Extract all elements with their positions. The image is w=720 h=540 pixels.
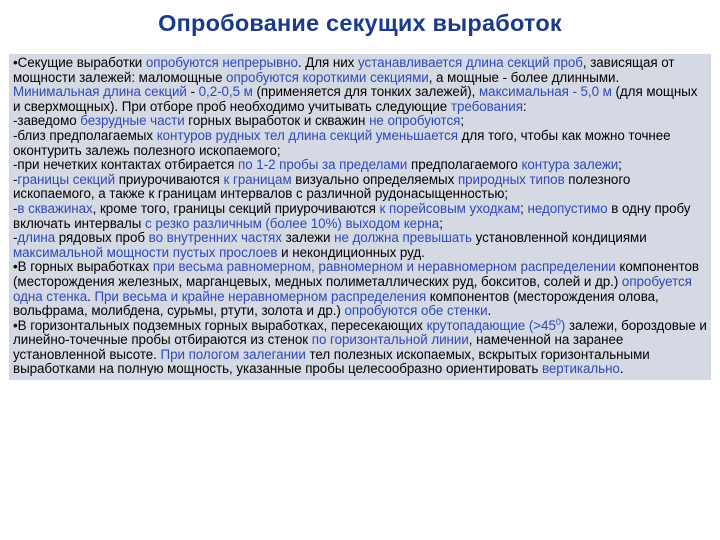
text-run: -: [13, 200, 18, 216]
text-run: •В горных выработках: [13, 259, 153, 275]
paragraph-intro: [13, 56, 707, 114]
highlighted-text: При весьма и крайне неравномерном распределения: [94, 288, 427, 304]
text-run: .: [87, 288, 95, 304]
paragraph-requirement-contours: [13, 129, 707, 158]
paragraph-requirement-length: [13, 231, 707, 260]
text-run: -: [13, 171, 18, 187]
text-run: -при нечетких контактах отбирается: [13, 157, 238, 173]
text-run: ;: [618, 157, 622, 173]
text-run: .: [487, 303, 492, 319]
text-run: ;: [460, 113, 464, 129]
paragraph-requirement-contacts: [13, 158, 707, 173]
paragraph-requirement-boundaries: [13, 173, 707, 202]
text-run: -заведомо: [13, 113, 81, 129]
text-run: .: [619, 361, 624, 377]
highlighted-text: опробуется одна стенка: [13, 273, 692, 304]
text-run: тел полезных ископаемых, вскрытых горизонтальными выработками на полную мощность, указанные пробы целесообразно ориентировать: [13, 346, 650, 377]
text-run: •Секущие выработки: [13, 55, 146, 70]
highlighted-text: природных типов: [457, 171, 565, 187]
text-run: залежи, бороздовые и линейно-точечные пробы отбираются из стенок: [13, 317, 707, 348]
highlighted-text: по горизонтальной линии: [311, 332, 469, 348]
highlighted-text: длина: [17, 230, 56, 246]
highlighted-text: не должна превышать: [334, 230, 472, 246]
text-run: горных выработок и скважин: [184, 113, 370, 129]
text-run: рядовых проб: [55, 230, 149, 246]
highlighted-text: при весьма равномерном, равномерном и неравномерном распределении: [152, 259, 616, 275]
highlighted-text: При пологом залегании: [160, 346, 306, 362]
highlighted-text: контуров рудных тел длина секций уменьшается: [156, 127, 458, 143]
highlighted-text: 0: [555, 316, 561, 327]
paragraph-requirement-barren: [13, 114, 707, 129]
highlighted-text: контура залежи: [521, 157, 619, 173]
highlighted-text: опробуются непрерывно: [145, 55, 298, 70]
text-run: ;: [439, 215, 443, 231]
text-run: •В горизонтальных подземных горных выработках, пересекающих: [13, 317, 427, 333]
text-run: компонентов (месторождения железных, марганцевых, медных полиметаллических руд, бокситов, солей и др.): [13, 259, 699, 289]
text-run: компонентов (месторождения олова, вольфрама, молибдена, сурьмы, ртути, золота и др.): [13, 288, 659, 319]
highlighted-text: к границам: [223, 171, 292, 187]
highlighted-text: ): [560, 317, 566, 333]
text-run: (применяется для тонких залежей),: [252, 84, 480, 100]
highlighted-text: по 1-2 пробы за пределами: [238, 157, 408, 173]
highlighted-text: к порейсовым уходкам: [379, 200, 521, 216]
highlighted-text: 0,2-0,5 м: [198, 84, 253, 100]
text-run: , зависящая от мощности залежей: маломощные: [13, 55, 675, 85]
text-run: (для мощных и сверхмощных). При отборе проб необходимо учитывать следующие: [13, 84, 698, 114]
text-run: в одну пробу включать интервалы: [13, 200, 691, 231]
text-run: -: [13, 230, 18, 246]
highlighted-text: с резко различным (более 10%) выходом керна: [145, 215, 440, 231]
text-run: и некондиционных руд.: [277, 244, 425, 260]
highlighted-text: вертикально: [541, 361, 620, 377]
text-block: [9, 54, 711, 380]
text-run: приурочиваются: [115, 171, 224, 187]
text-run: . Для них: [297, 55, 358, 70]
highlighted-text: в скважинах: [17, 200, 93, 216]
highlighted-text: крутопадающие (>45: [426, 317, 556, 333]
highlighted-text: устанавливается длина секций проб: [358, 55, 583, 70]
highlighted-text: во внутренних частях: [148, 230, 282, 246]
highlighted-text: максимальной мощности пустых прослоев: [13, 244, 278, 260]
highlighted-text: недопустимо: [527, 200, 608, 216]
text-run: предполагаемого: [407, 157, 522, 173]
text-run: для того, чтобы как можно точнее оконтурить залежь полезного ископаемого;: [13, 127, 671, 158]
paragraph-mine-workings: [13, 260, 707, 318]
text-run: полезного ископаемого, а также к границам интервалов с различной рудонасыщенностью;: [13, 171, 631, 202]
paragraph-horizontal-workings: [13, 316, 707, 377]
text-run: залежи: [281, 230, 335, 246]
highlighted-text: Минимальная длина секций: [13, 84, 187, 100]
text-run: , намеченной на заранее установленной высоте.: [13, 332, 624, 362]
highlighted-text: опробуются короткими секциями: [226, 69, 429, 85]
highlighted-text: не опробуются: [369, 113, 461, 129]
paragraph-requirement-boreholes: [13, 202, 707, 231]
highlighted-text: требования: [450, 98, 523, 114]
text-run: -близ предполагаемых: [13, 127, 157, 143]
highlighted-text: опробуются обе стенки: [344, 303, 488, 319]
highlighted-text: максимальная - 5,0 м: [479, 84, 612, 100]
text-run: установленной кондициями: [471, 230, 647, 246]
text-run: ;: [520, 200, 528, 216]
text-run: :: [522, 98, 527, 114]
text-run: , кроме того, границы секций приурочиваются: [92, 200, 380, 216]
text-run: -: [186, 84, 199, 100]
text-run: визуально определяемых: [291, 171, 458, 187]
text-run: , а мощные - более длинными.: [428, 69, 620, 85]
slide-title: Опробование секущих выработок: [158, 10, 562, 36]
highlighted-text: безрудные части: [80, 113, 185, 129]
highlighted-text: границы секций: [17, 171, 116, 187]
